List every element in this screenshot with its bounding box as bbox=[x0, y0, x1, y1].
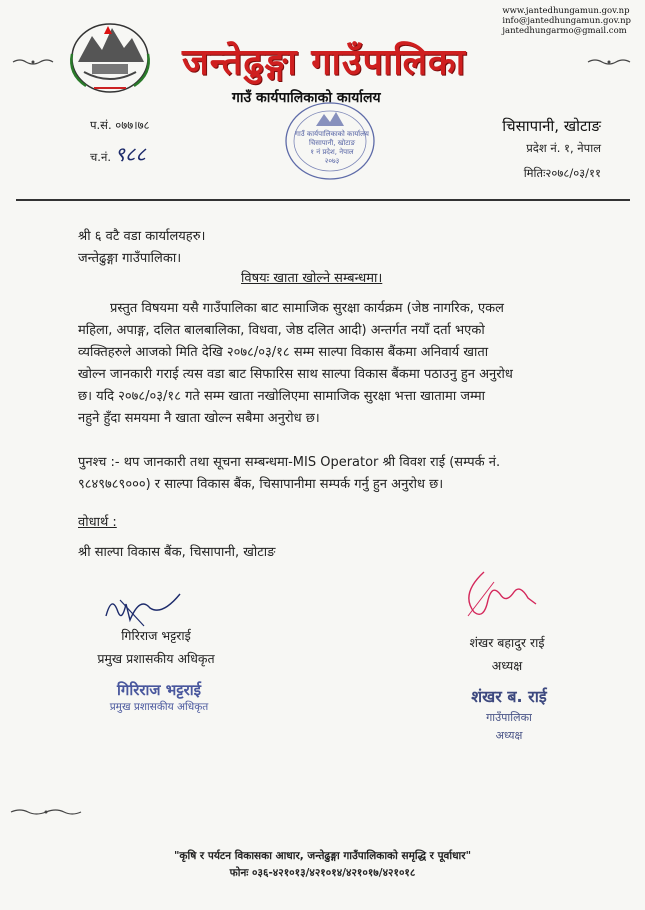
paragraph-line: खोल्न जानकारी गराई त्यस वडा बाट सिफारिस साथ साल्पा विकास बैंकमा पठाउनु हुन अनुरोध bbox=[78, 367, 513, 382]
recipient-line-1: श्री ६ वटै वडा कार्यालयहरु। bbox=[78, 229, 206, 244]
municipality-title: जन्तेढुङ्गा गाउँपालिका bbox=[182, 41, 467, 83]
left-stamp-title: प्रमुख प्रशासकीय अधिकृत bbox=[109, 701, 209, 713]
signature-right-icon bbox=[454, 564, 544, 624]
patra-value: ०७७।७८ bbox=[115, 118, 150, 132]
postscript-line: ९८४९७८९०००) र साल्पा विकास बैंक, चिसापानीमा सम्पर्क गर्नु हुन अनुरोध छ। bbox=[78, 477, 444, 492]
seal-line1: गाउँ कार्यपालिकाको कार्यालय bbox=[295, 130, 369, 138]
left-signatory-name: गिरिराज भट्टराई bbox=[121, 628, 191, 643]
right-signatory-title: अध्यक्ष bbox=[491, 658, 523, 673]
paragraph-line: प्रस्तुत विषयमा यसै गाउँपालिका बाट सामाजिक सुरक्षा कार्यक्रम (जेष्ठ नागरिक, एकल bbox=[110, 301, 504, 316]
left-stamp-name: गिरिराज भट्टराई bbox=[117, 681, 201, 699]
postscript-line: पुनश्च :- थप जानकारी तथा सूचना सम्बन्धमा-MIS Operator श्री विवश राई (सम्पर्क नं. bbox=[78, 455, 501, 470]
paragraph-line: छ। यदि २०७८/०३/१८ गते सम्म खाता नखोलिएमा सामाजिक सुरक्षा भत्ता खातामा जम्मा bbox=[78, 389, 485, 404]
bodharth-label: वोधार्थ : bbox=[78, 515, 117, 530]
seal-line4: २०७३ bbox=[324, 157, 340, 165]
website-link[interactable]: www.jantedhungamun.gov.np bbox=[502, 6, 630, 16]
footer-phone: फोनः ०३६-४२१०१३/४२१०१४/४२१०१७/४२१०१८ bbox=[229, 867, 416, 879]
recipient-line-2: जन्तेढुङ्गा गाउँपालिका। bbox=[78, 251, 182, 266]
patra-label: प.सं. bbox=[90, 118, 112, 132]
office-seal-text bbox=[294, 130, 370, 166]
patra-sankhya bbox=[90, 118, 150, 133]
header-divider bbox=[16, 199, 630, 201]
letter-date: मितिः२०७८/०३/११ bbox=[523, 166, 601, 180]
gmail-link[interactable]: jantedhungarmo@gmail.com bbox=[502, 26, 627, 36]
chalani-label: च.नं. bbox=[90, 150, 111, 164]
location: चिसापानी, खोटाङ bbox=[502, 117, 601, 135]
contact-info bbox=[502, 6, 631, 36]
right-stamp-line2: गाउँपालिका bbox=[486, 711, 532, 724]
footer-motto: "कृषि र पर्यटन विकासका आधार, जन्तेढुङ्गा गाउँपालिकाको समृद्धि र पूर्वाधार" bbox=[173, 850, 472, 862]
right-signatory-name: शंखर बहादुर राई bbox=[469, 635, 545, 650]
seal-line3: १ नं प्रदेश, नेपाल bbox=[310, 148, 354, 156]
ornament-right-icon bbox=[587, 58, 631, 66]
cc-recipient: श्री साल्पा विकास बैंक, चिसापानी, खोटाङ bbox=[78, 545, 276, 560]
office-subtitle: गाउँ कार्यपालिकाको कार्यालय bbox=[232, 90, 381, 106]
province: प्रदेश नं. १, नेपाल bbox=[526, 141, 601, 155]
info-email-link[interactable]: info@jantedhungamun.gov.np bbox=[502, 16, 631, 26]
chalani-number bbox=[90, 140, 146, 167]
paragraph-line: नहुने हुँदा समयमा नै खाता खोल्न सबैमा अनुरोध छ। bbox=[78, 411, 320, 426]
government-emblem-icon bbox=[64, 14, 156, 96]
ornament-left-icon bbox=[12, 58, 54, 66]
paragraph-line: व्यक्तिहरुले आजको मिति देखि २०७८/०३/१८ सम्म साल्पा विकास बैंकमा अनिवार्य खाता bbox=[78, 345, 489, 360]
ornament-bottom-icon bbox=[10, 808, 82, 816]
paragraph-line: महिला, अपाङ्ग, दलित बालबालिका, विधवा, जेष्ठ दलित आदी) अन्तर्गत नयाँ दर्ता भएको bbox=[78, 323, 485, 338]
chalani-value: ९८८ bbox=[114, 142, 146, 166]
right-stamp-line3: अध्यक्ष bbox=[495, 729, 523, 742]
right-stamp-name: शंखर ब. राई bbox=[471, 687, 547, 706]
seal-line2: चिसापानी, खोटाङ bbox=[308, 139, 356, 147]
letter-subject: विषयः खाता खोल्ने सम्बन्धमा। bbox=[241, 271, 383, 286]
left-signatory-title: प्रमुख प्रशासकीय अधिकृत bbox=[97, 651, 215, 666]
signature-left-icon bbox=[100, 586, 186, 628]
